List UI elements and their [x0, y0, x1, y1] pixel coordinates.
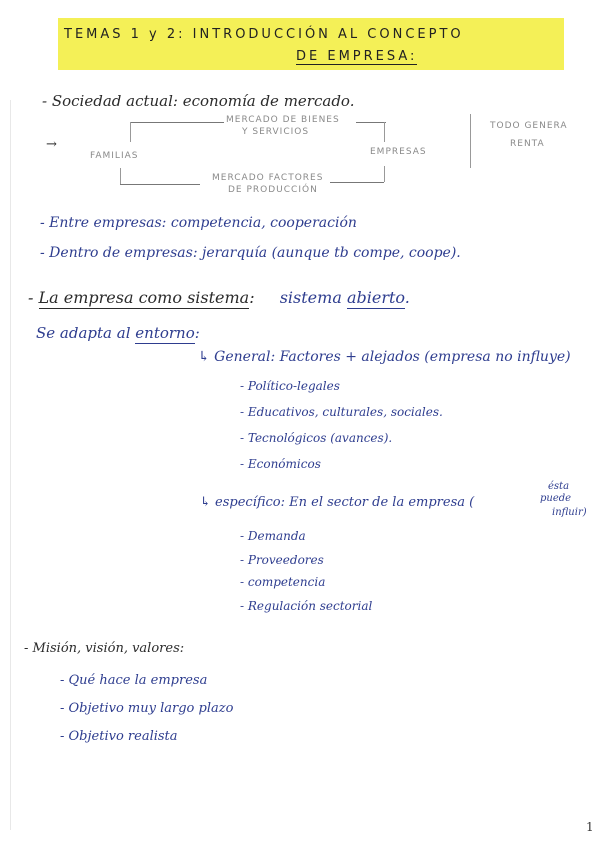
diagram-top-right-line: [356, 122, 386, 123]
especifico-item: - Demanda: [240, 529, 306, 543]
especifico-note-3: influir): [552, 507, 587, 518]
familias-label: FAMILIAS: [90, 151, 139, 161]
mercado-bienes-label-1: MERCADO DE BIENES: [226, 115, 340, 125]
especifico-note-2: puede: [540, 493, 572, 504]
adapta-text: Se adapta al: [36, 324, 131, 342]
sistema-heading-main: La empresa como sistema: [38, 288, 250, 307]
page-title-line2: DE EMPRESA:: [296, 49, 418, 64]
renta-label-1: TODO GENERA: [490, 121, 568, 131]
especifico-item: - Regulación sectorial: [240, 599, 373, 613]
mision-heading: - Misión, visión, valores:: [24, 641, 185, 656]
especifico-note-1: ésta: [548, 481, 570, 492]
mercado-factores-label-1: MERCADO FACTORES: [212, 173, 324, 183]
diagram-right-drop: [384, 122, 385, 142]
diagram-brace: [470, 114, 471, 168]
renta-label-2: RENTA: [510, 139, 545, 149]
diagram-bottom-left-line: [120, 184, 200, 185]
entorno-word: entorno: [135, 324, 195, 342]
arrow-icon: →: [46, 137, 57, 152]
general-item: - Económicos: [240, 457, 321, 471]
sistema-heading-word: sistema: [279, 288, 342, 307]
mercado-bienes-label-2: Y SERVICIOS: [242, 127, 310, 137]
especifico-item: - Proveedores: [240, 553, 324, 567]
general-item: - Tecnológicos (avances).: [240, 431, 393, 445]
mision-item: - Qué hace la empresa: [60, 673, 208, 688]
sistema-heading-prefix: -: [28, 288, 39, 307]
dentro-empresas-line: - Dentro de empresas: jerarquía (aunque tb compe, coope).: [40, 245, 461, 261]
general-item: - Político-legales: [240, 379, 340, 393]
sistema-heading-abierto: abierto: [346, 288, 405, 307]
sistema-heading: [28, 290, 410, 306]
entorno-especifico-line: ↳ específico: En el sector de la empresa (: [200, 495, 475, 510]
general-item: - Educativos, culturales, sociales.: [240, 405, 443, 419]
page-number: 1: [586, 820, 594, 834]
diagram-bottom-left-rise: [120, 168, 121, 184]
diagram-bottom-right-rise: [384, 166, 385, 182]
sistema-heading-colon: :: [249, 288, 255, 307]
adapta-colon: :: [194, 324, 200, 342]
entorno-general-line: ↳ General: Factores + alejados (empresa no influye): [198, 349, 571, 365]
diagram-left-drop: [130, 122, 131, 142]
empresas-label: EMPRESAS: [370, 147, 427, 157]
diagram-bottom-right-line: [330, 182, 384, 183]
sistema-heading-end: .: [404, 288, 410, 307]
mision-item: - Objetivo realista: [60, 729, 178, 744]
mision-item: - Objetivo muy largo plazo: [60, 701, 234, 716]
entre-empresas-line: - Entre empresas: competencia, cooperación: [40, 215, 357, 231]
adapta-entorno-line: [36, 326, 200, 341]
diagram-top-left-line: [130, 122, 224, 123]
page-title-line1: TEMAS 1 y 2: INTRODUCCIÓN AL CONCEPTO: [64, 27, 464, 42]
especifico-item: - competencia: [240, 575, 326, 589]
page-edge: [10, 100, 11, 830]
mercado-factores-label-2: DE PRODUCCIÓN: [228, 185, 318, 195]
sociedad-line: - Sociedad actual: economía de mercado.: [42, 92, 355, 110]
